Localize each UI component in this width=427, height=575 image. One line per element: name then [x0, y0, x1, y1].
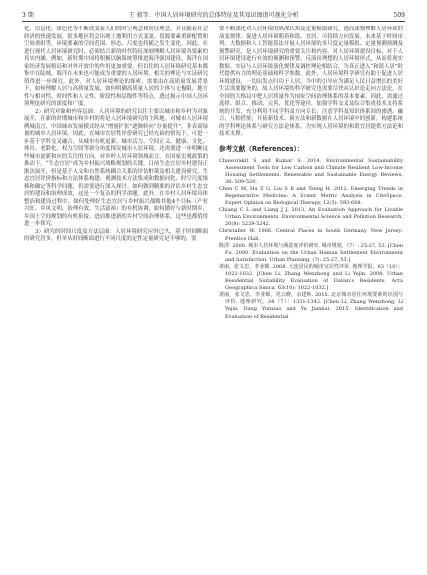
paragraph-1: 化、信息化、绿色化等不断改变着人们的时空观念和居住理念，并且随着社会经济的快速发展，很多地区将会出现土地利用方式变更、资源要素重新配置和空间重组等，环境要素的空间范围、形态、尺度也将随之发生变化。因此，在进行现代人居环境研究时，必须结合新的时代特征深刻理解人居环境各要素的真实内涵。例如，新时期中国将积极以脑海统筹推进海洋强国建设，海洋在国家经济发展格局和对外开放中的作用更加重要，但以往的人居环境研究基本都集中在陆域，海洋在未来也可能成为重要的人居环境，相关的理论与实证研究值得进一步探究。此外，对人居环境理论的探索，需要由在高质量发展背景下，如何理解人居与高质量发展，如何明确高质量人居的主体与无极限、地方性与相对性、时间性和人文性、阶段性和层级性等特点，透过揭示中国人居环境理论研究的深度和广度。	[24, 26, 208, 107]
right-column	[219, 26, 403, 566]
paragraph-3: 3）研究的时间尺度及方法层面：人居环境研究应时已久，基于时间断面的研究居多，但单从时间断面进行不同尺度的定性定量研究是不够的，需	[24, 228, 208, 242]
references-heading: 参考文献（References）：	[219, 144, 304, 153]
reference-item: Chiang C L and Liang J J. 2013. An Evaluation Approach for Livable Urban Environments. Environmental Science and Pollution Research, 20(8): 5229-5242.	[219, 207, 403, 228]
paragraph-2: 2）研究对象和内容层面：人居环境的研究以往主要以城市和乡村为对象展开，在新的时期城市和乡村的将是人居环境研究的主阵地。对城市人居环境例城南言，中国城市发展模式经从“增量扩张”逐渐转向“存量提升”，非表商绿量的城市人居环境。因此，在城市宜居性评价研究已经充裕的情况下，可进一步基于学科交叉融合，从城市有机更新、城市活力、空间正义、健康、文化、体育、老龄化、权力空间等新分角度探究城市人居环境，还需要进一步明晰这些城市更新和应的关注的方向。对乡村人居环境领域而言，在国家宏观政策的推动下，“生态宜居”成为乡村振兴战略规划的关键，目前生态宜居乡村建设正渐次展开，但是基于人文和自然系统耦合关系的评估框架及相关建设研究、生态宜居评价指标和方法体系构建、观测技术方法集成和数据同化、时空尺度推移和确定等科学问题，仍需要进行深入探讨。如何做到精准的评估乡村生态宜居的建设和治理成效，这是一个复杂的科学命题。此外，在乡村人居环境具体整治和建设过程中，如何处理好生态宜居与乡村振兴战略其他4个目标（产业兴旺、乡风文明、治理有效、生活富裕）的有机协调，如何做好与新时期乡、乡国土空间规划的有机衔接，进而推进新的乡村空间治理体系，这些也都值得进一步探究。	[24, 108, 208, 227]
page-number: 509	[393, 12, 405, 19]
page-header	[22, 8, 405, 22]
running-title: 王 毅等：中国人居环境研究的总体特征及其知识图谱可视化分析	[128, 12, 299, 19]
paragraph-4: 要不断深化对人居环境的纵深认知及定量模拟研究，透而深刻理解人居环境的演变规律。促进人居环境朝着和谐、宜居、可持续方向发展。未来基于时间序列、大数据和人工智能算法开展人居环境的多尺度定量模拟、定量预测预测及预警研究，是人居环境研究的重要关注和内容。对人居环境建设目标，对于人居环境建设进行有效的预测和预警，反演出理想的人居环境形式，从而将现实数据、实证与人居环境演化规律及调控理论相结合，为真正进入“和谐人居”时代提供有力的理论基础和科学参数。此外，人居环境科学研究有助于促进人居环境建设，一切出发点归功于人居，当中的引导应为满足人民日益增长的美好生活需要服务的，故人居环境的科学研究也需要尽快从认识论走向方法论。在全国的大格局中把人居质量作为国家空间治理体系的基本要素，因此，需通过选择、组合、推动、完善、优化等途径，加强学科交叉及综合集成技术支持系统的开发，充分利用不同学科及方向专长，注意学科及知识体系间的渗透、融合，互相借鉴，开拓新技术、新方法和新数据在人居环境中的创新，构建系统的学科理论体系与研究方法论体系，为实现人居环境的和谐宜居提供方法论和技术支撑。	[219, 26, 403, 137]
reference-item: Christaller W. 1966. Central Places in South Germany. New Jersey: Prentice Hall.	[219, 228, 403, 242]
reference-item: Chen C M, Hu Z G, Liu S B and Tseng H. 2012. Emerging Trends in Regenerative Medicine: A Scient Metric Analysis in CiteSpace. Expert Opinion on Biological Therapy, 12(5): 593-608.	[219, 185, 403, 207]
reference-item: 谌丽，张文忠，李业锦. 2008. 大连居民的城市宜居性评价. 地理学报，63（10）：1022-1032. [Chen Li, Zhang Wenzhong and Li Yejin. 2008. Urban Residential Suitability Evaluation of Dalian's Residents. Acta Geographica Sinica, 63(10): 1022-1032.]	[219, 263, 403, 292]
left-column	[24, 26, 208, 566]
reference-list	[219, 158, 403, 321]
reference-item: Chaworakit S and Kumar S. 2014. Environmental Sustainability Assessment Tools for Low Carbon and Climate Resilient Low-Income Housing Settlements. Renewable and Sustainable Energy Reviews, 38: 509-520.	[219, 157, 403, 185]
reference-item: 谌丽，张文忠，李业锦，党云晓，余建辉. 2015. 北京城市居住环境要素的识别与评价. 地理研究，34（7）：1331-1342. [Chen Li, Zhang Wenzhong, Li Yejin, Dang Yunxiao and Yu Jianhui. 2015. Identification and Evaluation of Residential	[219, 292, 403, 320]
reference-item: 陈浮. 2000. 城市人居环境与满意度评价研究. 城市规划，（7）: 25-27, 53. [Chen Fu. 2000. Evaluation on the Urban Human Settlement Environment and Satisfaction. Urban Planning, (7): 25-27, 53.]	[219, 242, 403, 263]
issue-number: 3 期	[22, 12, 34, 19]
